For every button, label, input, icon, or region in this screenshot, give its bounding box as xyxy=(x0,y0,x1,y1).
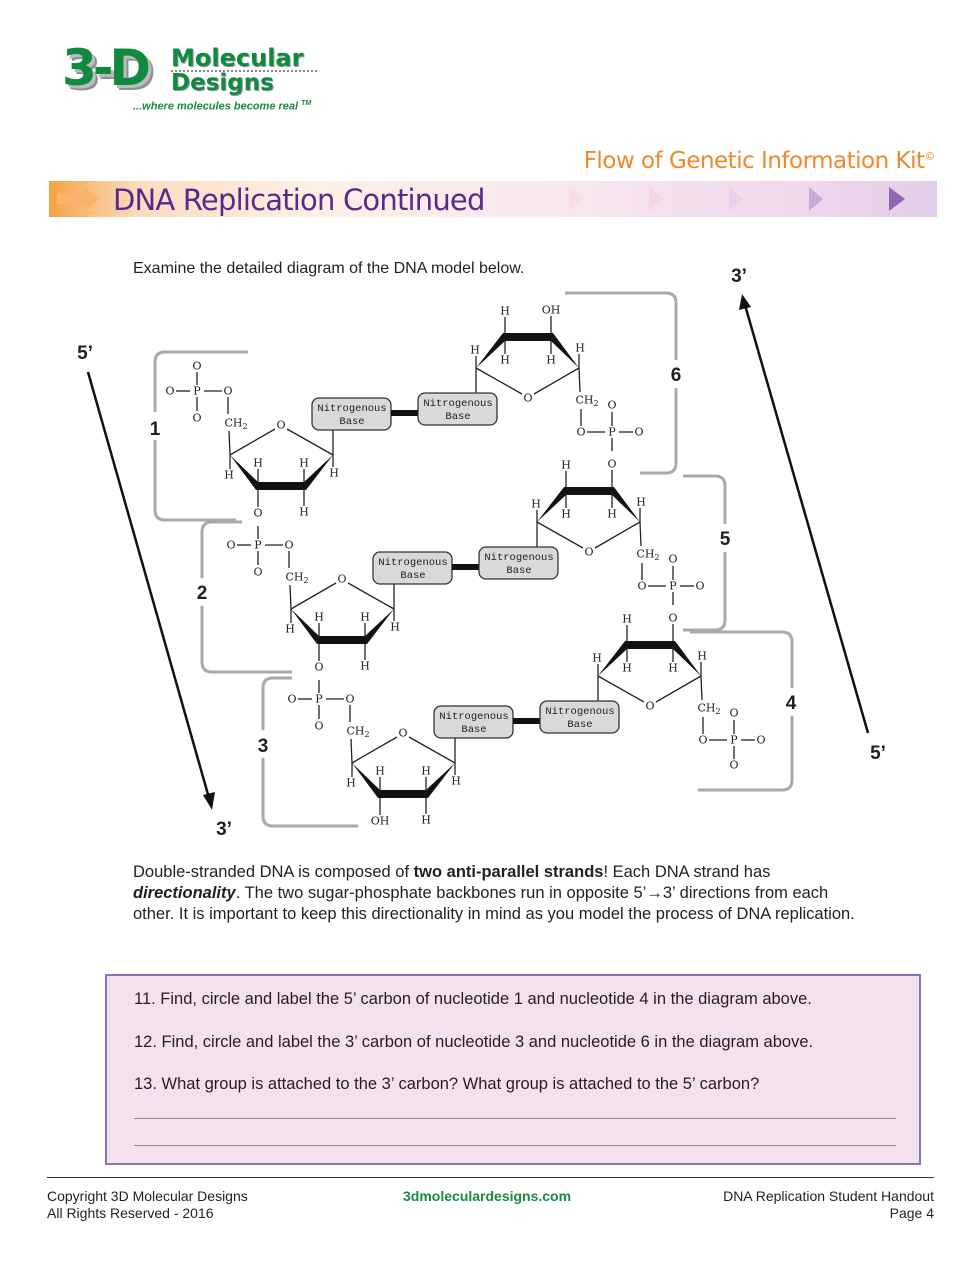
ring-oxygen-atom: O xyxy=(398,726,408,740)
hydrogen-atom: H xyxy=(360,659,370,673)
base-pair-bond xyxy=(513,718,542,724)
left-strand-5-prime: 5’ xyxy=(77,343,93,364)
base-label: Base xyxy=(339,416,365,428)
hydrogen-atom: H xyxy=(607,507,617,521)
footer-website-link[interactable]: 3dmoleculardesigns.com xyxy=(403,1188,572,1204)
directionality-paragraph xyxy=(133,862,873,925)
bond-line xyxy=(476,368,522,394)
base-pair-bond xyxy=(452,564,481,570)
hydrogen-atom: H xyxy=(636,495,646,509)
phosphorus-atom: P xyxy=(193,384,201,398)
nucleotide-number-2: 2 xyxy=(196,583,208,604)
hydrogen-atom: H xyxy=(531,497,541,511)
oxygen-atom: O xyxy=(668,552,678,566)
hydrogen-atom: H xyxy=(451,774,461,788)
hydrogen-atom: H xyxy=(375,764,385,778)
ch2-group: $CH_2$ xyxy=(636,547,660,562)
logo-mark: 3-D xyxy=(62,39,148,97)
text: ! Each DNA strand has xyxy=(603,863,771,881)
sugar-ring-bold-edge xyxy=(598,641,701,676)
base-label: Base xyxy=(461,724,487,736)
footer-page-info xyxy=(723,1188,934,1222)
ch2-group: $CH_2$ xyxy=(224,416,248,431)
bracket-1 xyxy=(155,352,248,520)
right-strand-3-prime: 3’ xyxy=(731,266,747,287)
bond-line xyxy=(409,737,455,763)
hydroxyl-group: OH xyxy=(370,814,390,828)
phosphorus-atom: P xyxy=(669,579,677,593)
hydrogen-atom: H xyxy=(546,353,556,367)
base-label: Base xyxy=(400,570,426,582)
oxygen-atom: O xyxy=(729,758,739,772)
base-label: Base xyxy=(445,411,471,423)
sugar-ring-bold-edge xyxy=(352,763,455,798)
base-label: Nitrogenous xyxy=(317,403,387,415)
base-label: Nitrogenous xyxy=(423,398,493,410)
phosphorus-atom: P xyxy=(315,692,323,706)
oxygen-atom: O xyxy=(698,733,708,747)
nucleotide-number-4: 4 xyxy=(785,693,797,714)
hydrogen-atom: H xyxy=(224,468,234,482)
page-number: Page 4 xyxy=(889,1205,934,1221)
bond-line xyxy=(640,522,641,546)
oxygen-atom: O xyxy=(314,660,324,674)
base-label: Nitrogenous xyxy=(378,557,448,569)
bond-line xyxy=(351,739,352,763)
page-title: DNA Replication Continued xyxy=(113,183,485,217)
left-direction-arrow xyxy=(88,372,209,798)
oxygen-atom: O xyxy=(192,411,202,425)
ring-oxygen-atom: O xyxy=(276,418,286,432)
oxygen-atom: O xyxy=(223,384,233,398)
oxygen-atom: O xyxy=(253,506,263,520)
hydrogen-atom: H xyxy=(668,661,678,675)
arrowhead-icon xyxy=(739,294,751,310)
ch2-group: $CH_2$ xyxy=(346,724,370,739)
handout-title: DNA Replication Student Handout xyxy=(723,1188,934,1204)
hydrogen-atom: H xyxy=(622,661,632,675)
copyright-mark: © xyxy=(924,149,935,163)
hydrogen-atom: H xyxy=(314,610,324,624)
hydrogen-atom: H xyxy=(299,456,309,470)
text: . The two sugar-phosphate backbones run in opposite 5’ xyxy=(235,884,647,902)
hydroxyl-group: OH xyxy=(541,303,561,317)
hydrogen-atom: H xyxy=(360,610,370,624)
hydrogen-atom: H xyxy=(253,456,263,470)
phosphorus-atom: P xyxy=(608,425,616,439)
nucleotide-number-1: 1 xyxy=(149,419,161,440)
nucleotide-brackets xyxy=(155,293,792,826)
oxygen-atom: O xyxy=(226,538,236,552)
tagline-text: ...where molecules become real xyxy=(133,100,299,113)
right-direction-arrow xyxy=(745,305,868,733)
bond-line xyxy=(656,676,701,702)
base-label: Nitrogenous xyxy=(439,711,509,723)
sugar-ring-bold-edge xyxy=(291,609,394,644)
base-label: Base xyxy=(506,565,532,577)
hydrogen-atom: H xyxy=(329,466,339,480)
sugar-ring-bold-edge xyxy=(537,487,640,522)
oxygen-atom: O xyxy=(165,384,175,398)
kit-title-text: Flow of Genetic Information Kit xyxy=(583,148,925,174)
hydrogen-atom: H xyxy=(575,341,585,355)
oxygen-atom: O xyxy=(695,579,705,593)
bond-line xyxy=(229,431,230,455)
oxygen-atom: O xyxy=(314,719,324,733)
bond-line xyxy=(230,429,275,455)
ch2-group: $CH_2$ xyxy=(285,570,309,585)
bracket-6 xyxy=(565,293,676,473)
sugar-ring-bold-edge xyxy=(476,333,579,368)
bond-line xyxy=(534,368,579,394)
hydrogen-atom: H xyxy=(470,343,480,357)
oxygen-atom: O xyxy=(634,425,644,439)
question-13: 13. What group is attached to the 3’ carbon? What group is attached to the 5’ carbon? xyxy=(134,1075,760,1093)
nucleotide-number-5: 5 xyxy=(719,529,731,550)
bond-line xyxy=(579,368,580,392)
base-label: Nitrogenous xyxy=(545,706,615,718)
nucleotide-number-3: 3 xyxy=(257,736,269,757)
text: Double-stranded DNA is composed of xyxy=(133,863,414,881)
bond-line xyxy=(290,585,291,609)
bond-line xyxy=(598,676,644,702)
bond-line xyxy=(348,583,394,609)
hydrogen-atom: H xyxy=(421,813,431,827)
bond-line xyxy=(291,583,336,609)
questions-box xyxy=(105,974,921,1165)
oxygen-atom: O xyxy=(607,457,617,471)
answer-line[interactable] xyxy=(134,1118,896,1119)
hydrogen-atom: H xyxy=(285,622,295,636)
oxygen-atom: O xyxy=(607,398,617,412)
bond-line xyxy=(595,522,640,548)
oxygen-atom: O xyxy=(284,538,294,552)
oxygen-atom: O xyxy=(192,359,202,373)
hydrogen-atom: H xyxy=(561,458,571,472)
emphasis-text: directionality xyxy=(133,884,236,902)
logo-text-designs: Designs xyxy=(171,70,274,96)
hydrogen-atom: H xyxy=(299,505,309,519)
oxygen-atom: O xyxy=(345,692,355,706)
ch2-group: $CH_2$ xyxy=(575,393,599,408)
base-pair-bond xyxy=(391,410,420,416)
copyright-text: Copyright 3D Molecular Designs xyxy=(47,1188,248,1204)
oxygen-atom: O xyxy=(287,692,297,706)
right-strand-5-prime: 5’ xyxy=(870,743,886,764)
bracket-3 xyxy=(263,678,358,826)
hydrogen-atom: H xyxy=(561,507,571,521)
bond-line xyxy=(537,522,583,548)
phosphorus-atom: P xyxy=(254,538,262,552)
arrowhead-icon xyxy=(203,792,215,810)
right-arrow-icon: → xyxy=(646,884,663,902)
emphasis-text: two anti-parallel strands xyxy=(413,863,604,881)
oxygen-atom: O xyxy=(637,579,647,593)
hydrogen-atom: H xyxy=(592,651,602,665)
hydrogen-atom: H xyxy=(622,612,632,626)
question-12: 12. Find, circle and label the 3’ carbon of nucleotide 3 and nucleotide 6 in the diagram above. xyxy=(134,1033,814,1051)
footer-copyright xyxy=(47,1188,248,1222)
answer-line[interactable] xyxy=(134,1145,896,1146)
hydrogen-atom: H xyxy=(421,764,431,778)
oxygen-atom: O xyxy=(576,425,586,439)
rights-text: All Rights Reserved - 2016 xyxy=(47,1205,214,1221)
question-11: 11. Find, circle and label the 5’ carbon of nucleotide 1 and nucleotide 4 in the diagram above. xyxy=(134,990,812,1008)
oxygen-atom: O xyxy=(756,733,766,747)
oxygen-atom: O xyxy=(668,611,678,625)
oxygen-atom: O xyxy=(729,706,739,720)
hydrogen-atom: H xyxy=(390,620,400,634)
left-strand-3-prime: 3’ xyxy=(216,819,232,840)
sugar-ring-bold-edge xyxy=(230,455,333,490)
footer-divider xyxy=(47,1177,934,1178)
intro-text: Examine the detailed diagram of the DNA model below. xyxy=(133,260,525,277)
nucleotide-number-6: 6 xyxy=(670,365,682,386)
base-label: Nitrogenous xyxy=(484,552,554,564)
bond-line xyxy=(701,676,702,700)
bond-line xyxy=(287,429,333,455)
base-label: Base xyxy=(567,719,593,731)
hydrogen-atom: H xyxy=(346,776,356,790)
ring-oxygen-atom: O xyxy=(645,699,655,713)
phosphorus-atom: P xyxy=(730,733,738,747)
logo-text-molecular: Molecular xyxy=(171,44,304,72)
text: 3’ directions from each other. It is important to keep this directionality in mind as you model the process of DNA replication. xyxy=(133,884,855,923)
hydrogen-atom: H xyxy=(500,304,510,318)
hydrogen-atom: H xyxy=(500,353,510,367)
ring-oxygen-atom: O xyxy=(584,545,594,559)
trademark: TM xyxy=(301,100,312,107)
hydrogen-atom: H xyxy=(697,649,707,663)
oxygen-atom: O xyxy=(253,565,263,579)
ch2-group: $CH_2$ xyxy=(697,701,721,716)
bond-line xyxy=(352,737,397,763)
ring-oxygen-atom: O xyxy=(337,572,347,586)
bracket-5 xyxy=(683,476,725,630)
ring-oxygen-atom: O xyxy=(523,391,533,405)
